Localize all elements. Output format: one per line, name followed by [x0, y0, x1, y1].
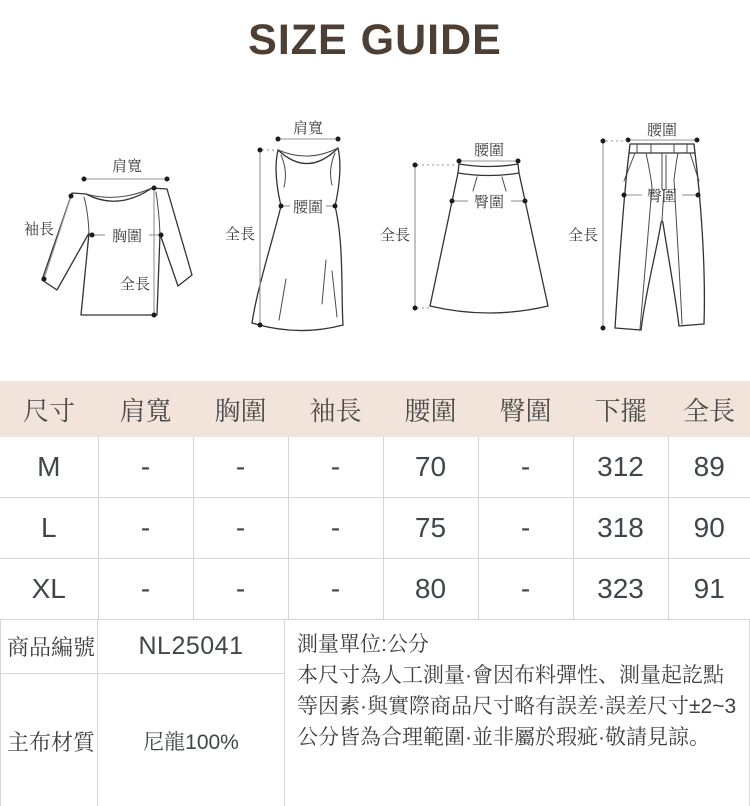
diagram-pants	[568, 122, 704, 331]
pants-length-label: 全長	[567, 227, 598, 244]
col-header-hip: 臀圍	[478, 381, 573, 437]
skirt-hip-label: 臀圍	[473, 194, 505, 211]
diagram-long-sleeve-top	[24, 158, 192, 318]
product-code-value: NL25041	[98, 620, 285, 674]
value-cell: 91	[668, 559, 750, 620]
col-header-shoulder: 肩寬	[98, 381, 193, 437]
size-row-l	[0, 498, 750, 559]
value-cell: 318	[573, 498, 668, 559]
value-cell: -	[193, 437, 288, 498]
top-length-label: 全長	[119, 276, 150, 293]
diagram-dress	[225, 120, 343, 331]
value-cell: 70	[383, 437, 478, 498]
value-cell: -	[288, 437, 383, 498]
col-header-waist: 腰圍	[383, 381, 478, 437]
value-cell: -	[193, 498, 288, 559]
size-table-header-row	[0, 381, 750, 437]
value-cell: 312	[573, 437, 668, 498]
value-cell: -	[193, 559, 288, 620]
measurement-unit-line: 測量單位:公分	[297, 633, 429, 656]
measurement-note	[285, 620, 749, 806]
value-cell: 80	[383, 559, 478, 620]
value-cell: -	[478, 437, 573, 498]
value-cell: -	[478, 559, 573, 620]
dress-length-label: 全長	[224, 226, 255, 243]
skirt-length-label: 全長	[379, 227, 410, 244]
product-info-table	[0, 619, 750, 806]
col-header-hem: 下擺	[573, 381, 668, 437]
page-title: SIZE GUIDE	[248, 16, 502, 64]
col-header-sleeve: 袖長	[288, 381, 383, 437]
value-cell: -	[288, 498, 383, 559]
material-value: 尼龍100%	[98, 674, 285, 806]
material-label: 主布材質	[1, 674, 98, 806]
product-code-label: 商品編號	[1, 620, 98, 674]
value-cell: -	[288, 559, 383, 620]
value-cell: 90	[668, 498, 750, 559]
size-cell: L	[0, 498, 98, 559]
col-header-size: 尺寸	[0, 381, 98, 437]
dress-waist-label: 腰圍	[292, 199, 324, 216]
value-cell: 89	[668, 437, 750, 498]
value-cell: -	[478, 498, 573, 559]
value-cell: -	[98, 437, 193, 498]
size-row-xl	[0, 559, 750, 620]
diagram-skirt	[380, 142, 548, 313]
value-cell: -	[98, 559, 193, 620]
dress-shoulder-label: 肩寬	[292, 120, 324, 137]
top-chest-label: 胸圍	[111, 228, 143, 245]
skirt-waist-label: 腰圍	[473, 142, 505, 159]
measurement-note-body: 本尺寸為人工測量·會因布料彈性、測量起訖點等因素·與實際商品尺寸略有誤差·誤差尺寸±2~3公分皆為合理範圍·並非屬於瑕疵·敬請見諒。	[297, 664, 737, 749]
value-cell: 75	[383, 498, 478, 559]
col-header-length: 全長	[668, 381, 750, 437]
top-shoulder-label: 肩寬	[111, 158, 143, 175]
col-header-chest: 胸圍	[193, 381, 288, 437]
value-cell: -	[98, 498, 193, 559]
value-cell: 323	[573, 559, 668, 620]
size-cell: M	[0, 437, 98, 498]
garment-diagrams	[0, 93, 750, 363]
pants-hip-label: 臀圍	[646, 188, 678, 205]
pants-waist-label: 腰圍	[646, 122, 678, 139]
top-sleeve-label: 袖長	[23, 221, 55, 238]
size-cell: XL	[31, 573, 66, 604]
size-table	[0, 381, 750, 619]
size-row-m	[0, 437, 750, 498]
